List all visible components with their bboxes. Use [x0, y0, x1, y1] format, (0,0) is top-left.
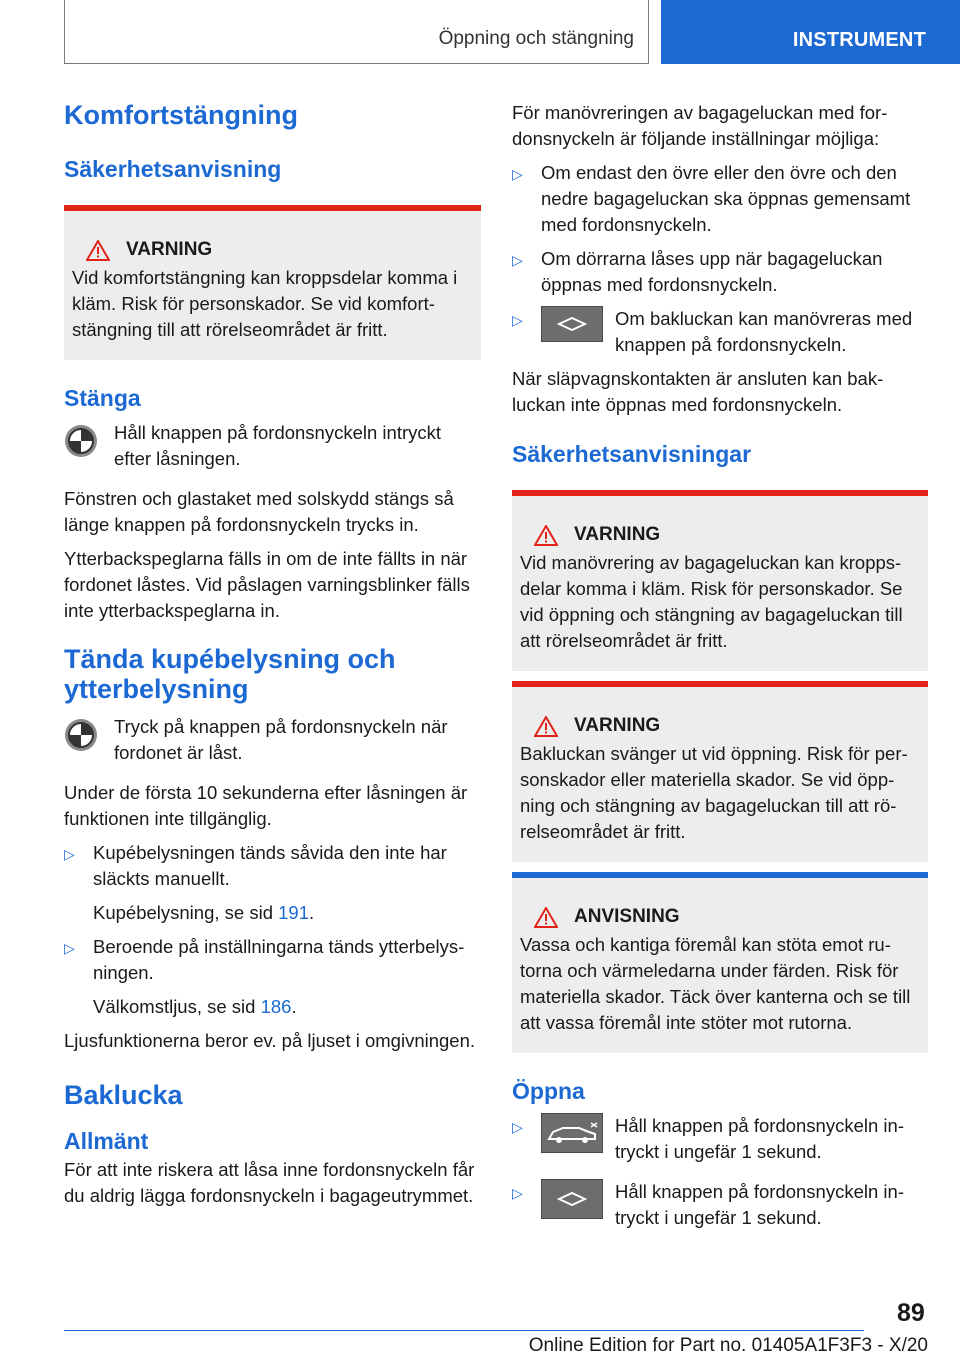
bmw-key-icon	[64, 424, 98, 458]
paragraph-slap: När släpvagnskontakten är ansluten kan bakluckan inte öppnas med fordonsnyckeln.	[512, 368, 884, 415]
bullet-triangle-icon: ▷	[512, 252, 523, 268]
notice-title	[520, 906, 920, 928]
stanga-instruction	[64, 420, 481, 472]
header-chapter-tab[interactable]	[661, 0, 960, 64]
list-item-text: Beroende på inställningarna tänds ytterbelysningen.	[93, 936, 465, 983]
heading-oppna: Öppna	[512, 1078, 585, 1104]
heading-sakerhetsanvisning: Säkerhetsanvisning	[64, 156, 282, 182]
notice-box	[512, 872, 928, 1053]
heading-baklucka: Baklucka	[64, 1080, 183, 1110]
warning-text: Bakluckan svänger ut vid öppning. Risk för personskador eller materiella skador. Se vid öppning och stängning av bagageluckan till att rörelseområdet är fritt.	[520, 743, 908, 842]
heading-allmant: Allmänt	[64, 1128, 149, 1154]
warning-text: Vid manövrering av bagageluckan kan kroppsdelar komma i kläm. Risk för personskador. Se vid öppning och stängning av bagageluckan till att rörelseområdet är fritt.	[520, 552, 903, 651]
cross-reference: Kupébelysning, se sid 191.	[93, 902, 315, 923]
stanga-text: Håll knappen på fordonsnyckeln intryckt efter låsningen.	[114, 422, 442, 469]
warning-title-text: VARNING	[574, 715, 661, 736]
bmw-key-icon	[64, 718, 98, 752]
paragraph-under: Under de första 10 sekunderna efter låsningen är funktionen inte tillgänglig.	[64, 782, 468, 829]
tanda-text: Tryck på knappen på fordonsnyckeln när fordonet är låst.	[114, 716, 448, 763]
tailgate-button-icon	[541, 1179, 603, 1219]
list-item	[512, 306, 928, 366]
header-chapter-label: INSTRUMENT	[792, 29, 926, 51]
heading-tanda: Tända kupébelysning och ytterbelysning	[64, 644, 396, 704]
paragraph-ljus: Ljusfunktionerna beror ev. på ljuset i omgivningen.	[64, 1030, 476, 1051]
paragraph-ytterback: Ytterbackspeglarna fälls in om de inte fällts in när fordonet låstes. Vid påslagen varningsblinker fälls inte ytterbackspeglarna in.	[64, 548, 470, 621]
bullet-triangle-icon: ▷	[64, 940, 75, 956]
heading-komfortstangning: Komfortstängning	[64, 100, 298, 130]
list-item	[512, 246, 928, 306]
warning-triangle-icon	[534, 716, 558, 737]
paragraph-fonster: Fönstren och glastaket med solskydd stängs så länge knappen på fordonsnyckeln trycks in.	[64, 488, 454, 535]
warning-triangle-icon	[86, 240, 110, 261]
notice-text: Vassa och kantiga föremål kan stöta emot rutorna och värmeledarna under färden. Risk för materiella skador. Täck över kanterna och se till att vassa föremål inte stöter mot rutorna.	[520, 934, 911, 1033]
reference-label: Kupébelysning, se sid	[93, 902, 279, 923]
right-column	[512, 100, 928, 1239]
reference-label: Välkomstljus, se sid	[93, 996, 261, 1017]
warning-title-text: VARNING	[126, 239, 213, 260]
warning-triangle-icon	[534, 907, 558, 928]
list-item	[512, 1179, 928, 1239]
warning-title	[520, 524, 920, 546]
warning-text: Vid komfortstängning kan kroppsdelar komma i kläm. Risk för personskador. Se vid komfortstängning till att rörelseområdet är fritt.	[72, 267, 458, 340]
warning-triangle-icon	[534, 525, 558, 546]
page-link-186[interactable]: 186	[260, 996, 292, 1017]
page-link-191[interactable]: 191	[278, 902, 309, 923]
header-section-label: Öppning och stängning	[438, 28, 634, 49]
warning-box	[512, 490, 928, 671]
list-item	[512, 1113, 928, 1173]
tanda-instruction	[64, 714, 481, 766]
list-item-text: Om bakluckan kan manövreras med knappen på fordonsnyckeln.	[615, 308, 913, 355]
warning-box	[512, 681, 928, 862]
tailgate-button-icon	[541, 306, 603, 342]
list-item	[512, 160, 928, 246]
car-trunk-icon	[541, 1113, 603, 1153]
list-item-text: Håll knappen på fordonsnyckeln intryckt i ungefär 1 sekund.	[615, 1115, 904, 1162]
paragraph-intro: För manövreringen av bagageluckan med fordonsnyckeln är följande inställningar möjliga:	[512, 102, 888, 149]
bullet-triangle-icon: ▷	[512, 1119, 523, 1135]
footer-divider	[64, 1330, 864, 1331]
heading-sakerhetsanvisningar: Säkerhetsanvisningar	[512, 441, 752, 467]
notice-title-text: ANVISNING	[574, 906, 680, 927]
warning-box	[64, 205, 481, 360]
bullet-triangle-icon: ▷	[512, 166, 523, 182]
warning-title	[72, 239, 473, 261]
list-item-text: Håll knappen på fordonsnyckeln intryckt i ungefär 1 sekund.	[615, 1181, 904, 1228]
left-column	[64, 100, 481, 1217]
header-section	[64, 0, 649, 64]
heading-stanga: Stänga	[64, 385, 141, 411]
cross-reference: Välkomstljus, se sid 186.	[93, 996, 297, 1017]
bullet-triangle-icon: ▷	[64, 846, 75, 862]
bullet-triangle-icon: ▷	[512, 1185, 523, 1201]
paragraph-allmant: För att inte riskera att låsa inne fordonsnyckeln får du aldrig lägga fordonsnyckeln i bagageutrymmet.	[64, 1159, 475, 1206]
warning-title-text: VARNING	[574, 524, 661, 545]
list-item-text: Kupébelysningen tänds såvida den inte har släckts manuellt.	[93, 842, 447, 889]
list-item-text: Om dörrarna låses upp när bagageluckan öppnas med fordonsnyckeln.	[541, 248, 883, 295]
page-number: 89	[897, 1299, 925, 1327]
list-item-text: Om endast den övre eller den övre och den nedre bagageluckan ska öppnas gemensamt med fordonsnyckeln.	[541, 162, 911, 235]
bullet-triangle-icon: ▷	[512, 312, 523, 328]
list-item	[64, 934, 481, 994]
list-item	[64, 840, 481, 900]
warning-title	[520, 715, 920, 737]
footer-edition: Online Edition for Part no. 01405A1F3F3 - X/20	[528, 1335, 928, 1356]
